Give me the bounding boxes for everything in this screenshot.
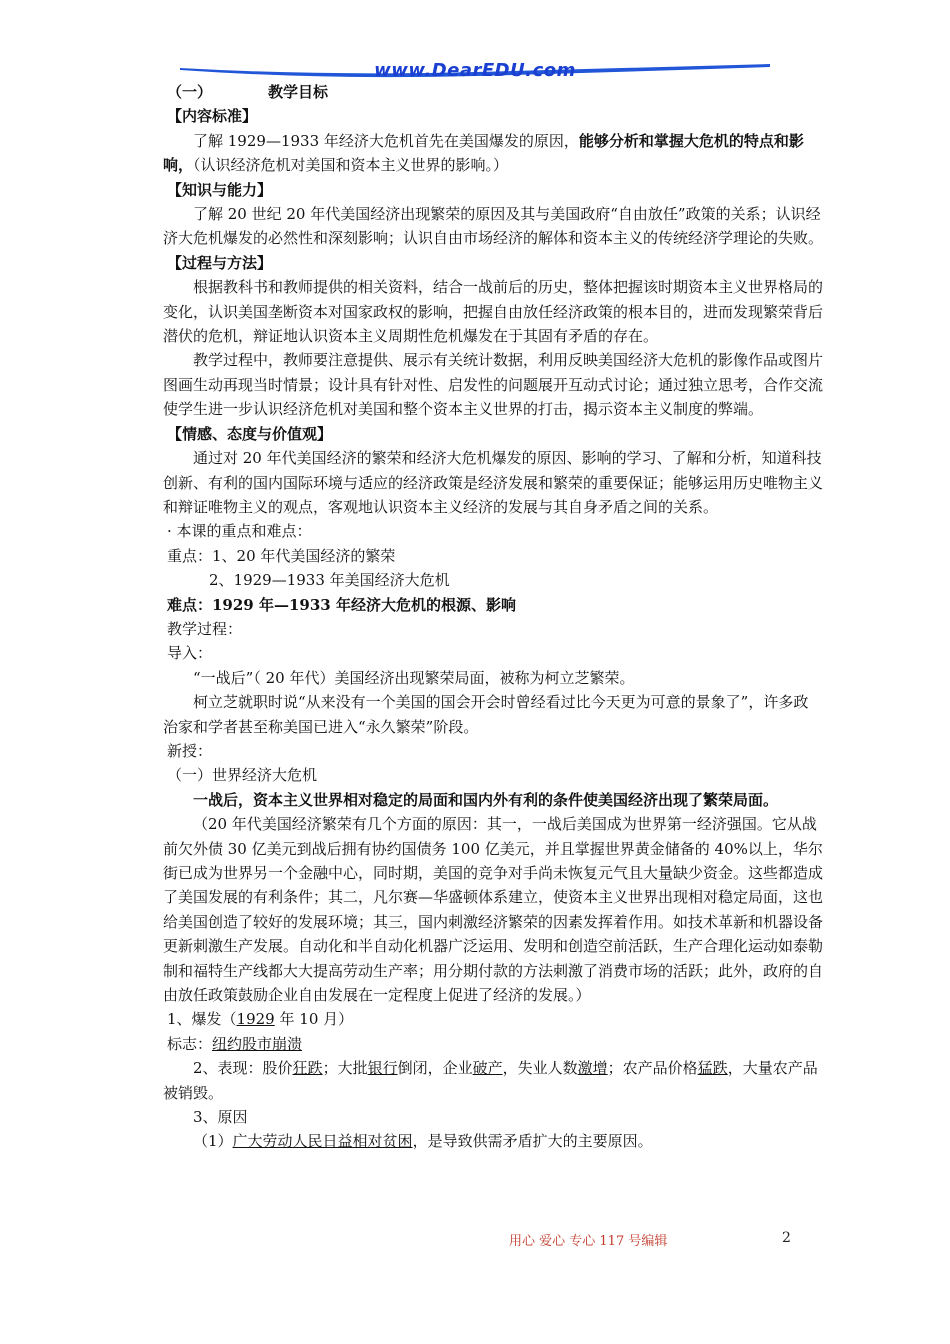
difficulty: 难点：1929 年—1933 年经济大危机的根源、影响 <box>167 595 516 614</box>
heading-process: 【过程与方法】 <box>167 253 273 272</box>
heading-knowledge: 【知识与能力】 <box>167 180 273 199</box>
paragraph: 了解 1929—1933 年经济大危机首先在美国爆发的原因，能够分析和掌握大危机的特点和影响，（认识经济危机对美国和资本主义世界的影响。） <box>163 131 804 175</box>
section-title: （一） 教学目标 <box>167 83 329 101</box>
heading-values: 【情感、态度与价值观】 <box>167 424 333 443</box>
cause-heading: 3、原因 <box>193 1108 248 1127</box>
paragraph: “一战后”（ 20 年代）美国经济出现繁荣局面，被称为柯立芝繁荣。 <box>193 668 635 687</box>
key-point-2: 2、1929—1933 年美国经济大危机 <box>209 571 450 590</box>
page-number: 2 <box>782 1230 791 1246</box>
process-label: 教学过程： <box>167 619 243 638</box>
document-body <box>163 80 823 1154</box>
symptoms-paragraph: 2、表现：股价狂跌；大批银行倒闭，企业破产，失业人数激增；农产品价格猛跌，大量农产品被销毁。 <box>163 1059 818 1102</box>
paragraph: 教学过程中，教师要注意提供、展示有关统计数据，利用反映美国经济大危机的影像作品或图片图画生动再现当时情景；设计具有针对性、启发性的问题展开互动式讨论；通过独立思考，合作交流使学生进一步认识经济危机对美国和整个资本主义世界的打击，揭示资本主义制度的弊端。 <box>163 351 824 419</box>
heading-content-standard: 【内容标准】 <box>167 107 258 126</box>
paragraph: 了解 20 世纪 20 年代美国经济出现繁荣的原因及其与美国政府“自由放任”政策的关系；认识经济大危机爆发的必然性和深刻影响；认识自由市场经济的解体和资本主义的传统经济学理论的失败。 <box>163 205 824 248</box>
intro-label: 导入： <box>167 644 213 663</box>
site-logo[interactable]: www.DearEDU.com <box>374 60 576 81</box>
subsection-title: （一）世界经济大危机 <box>167 766 318 785</box>
paragraph: 根据教科书和教师提供的相关资料，结合一战前后的历史，整体把握该时期资本主义世界格局的变化，认识美国垄断资本对国家政权的影响，把握自由放任经济政策的根本目的，进而发现繁荣背后潜伏的危机，辩证地认识资本主义周期性危机爆发在于其固有矛盾的存在。 <box>163 278 824 346</box>
sign-line: 标志：纽约股市崩溃 <box>167 1034 303 1053</box>
footer-text: 用心 爱心 专心 117 号编辑 <box>509 1234 668 1249</box>
paragraph: 柯立芝就职时说“从来没有一个美国的国会开会时曾经看过比今天更为可意的景象了”，许多政治家和学者甚至称美国已进入“永久繁荣”阶段。 <box>163 693 809 736</box>
outbreak-line: 1、爆发（1929 年 10 月） <box>167 1010 354 1029</box>
paragraph: 通过对 20 年代美国经济的繁荣和经济大危机爆发的原因、影响的学习、了解和分析，知道科技创新、有利的国内国际环境与适应的经济政策是经济发展和繁荣的重要保证；能够运用历史唯物主义和辩证唯物主义的观点，客观地认识资本主义经济的发展与其自身矛盾之间的关系。 <box>163 449 824 516</box>
cause-item: （1）广大劳动人民日益相对贫困，是导致供需矛盾扩大的主要原因。 <box>193 1132 653 1151</box>
focus-bullet: · 本课的重点和难点： <box>167 522 312 541</box>
paragraph: （20 年代美国经济繁荣有几个方面的原因：其一，一战后美国成为世界第一经济强国。它从战前欠外债 30 亿美元到战后拥有协约国债务 100 亿美元，并且掌握世界黄金储备的 40%以上，华尔街已成为世界另一个金融中心，同时期，美国的竞争对手尚未恢复元气且大量缺少资金。这些都造成了美国发展的有利条件；其二，凡尔赛—华盛顿体系建立，使资本主义世界出现相对稳定局面，这也给美国创造了较好的发展环境；其三，国内刺激经济繁荣的因素发挥着作用。如技术革新和机器设备更新刺激生产发展。自动化和半自动化机器广泛运用、发明和创造空前活跃，生产合理化运动如泰勒制和福特生产线都大大提高劳动生产率；用分期付款的方法刺激了消费市场的活跃；此外，政府的自由放任政策鼓励企业自由发展在一定程度上促进了经济的发展。） <box>163 815 824 1005</box>
key-point-1: 重点：1、20 年代美国经济的繁荣 <box>167 546 396 565</box>
paragraph-bold: 一战后，资本主义世界相对稳定的局面和国内外有利的条件使美国经济出现了繁荣局面。 <box>193 790 779 809</box>
new-lesson-label: 新授： <box>167 741 213 760</box>
